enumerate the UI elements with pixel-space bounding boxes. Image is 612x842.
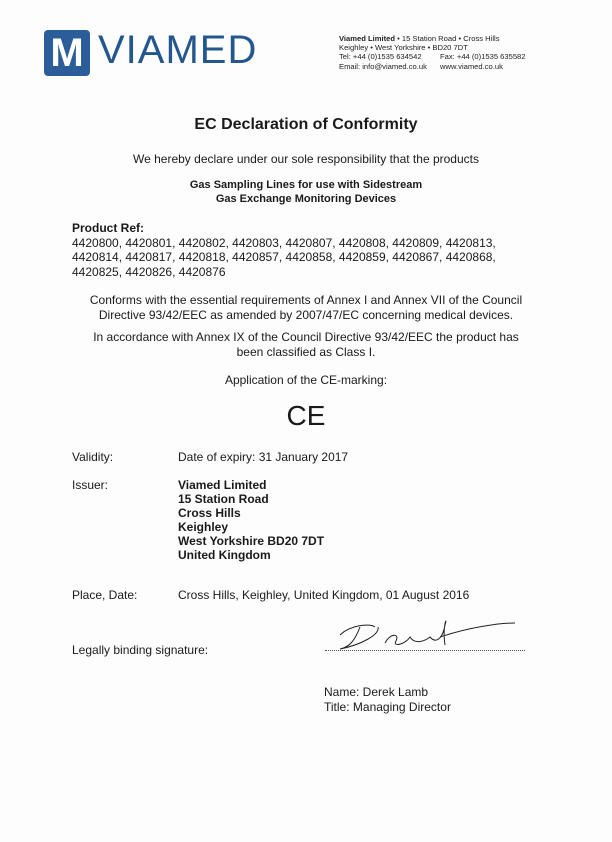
- issuer-line: Viamed Limited: [178, 478, 267, 492]
- product-name: [0, 178, 612, 206]
- viamed-logo-mark: M: [44, 30, 90, 76]
- classification-line1: In accordance with Annex IX of the Council Directive 93/42/EEC the product has: [93, 330, 519, 344]
- product-line1: Gas Sampling Lines for use with Sidestream: [189, 179, 423, 191]
- intro-text: We hereby declare under our sole responsibility that the products: [133, 152, 479, 166]
- issuer-line: United Kingdom: [178, 548, 271, 562]
- conformity-text: [0, 293, 612, 323]
- ce-mark-icon: CE: [286, 400, 326, 431]
- validity-label: Validity:: [72, 450, 114, 464]
- product-ref-line: 4420825, 4420826, 4420876: [72, 264, 226, 279]
- place-date-value: Cross Hills, Keighley, United Kingdom, 01 August 2016: [178, 588, 470, 602]
- handwritten-signature: [330, 615, 520, 655]
- company-name: Viamed Limited: [339, 34, 395, 43]
- address-line2: Keighley • West Yorkshire • BD20 7DT: [339, 43, 468, 53]
- issuer-line: 15 Station Road: [178, 492, 269, 506]
- issuer-address: [178, 478, 324, 562]
- page-title: EC Declaration of Conformity: [194, 116, 418, 133]
- issuer-line: Keighley: [178, 520, 229, 534]
- product-ref-label: Product Ref:: [72, 221, 144, 235]
- product-ref-list: [72, 221, 522, 279]
- ce-marking-text: Application of the CE-marking:: [224, 373, 388, 387]
- company-contact: [339, 34, 526, 71]
- place-date-label: Place, Date:: [72, 588, 138, 602]
- address-line1: • 15 Station Road • Cross Hills: [395, 34, 500, 43]
- issuer-label: Issuer:: [72, 478, 109, 492]
- product-ref-line: 4420800, 4420801, 4420802, 4420803, 4420807, 4420808, 4420809, 4420813,: [72, 235, 496, 250]
- conformity-line1: Conforms with the essential requirements of Annex I and Annex VII of the Council: [89, 293, 523, 307]
- classification-line2: been classified as Class I.: [236, 345, 376, 359]
- website: www.viamed.co.uk: [440, 61, 503, 71]
- validity-value: Date of expiry: 31 January 2017: [178, 450, 349, 464]
- issuer-line: West Yorkshire BD20 7DT: [178, 534, 325, 548]
- fax: Fax: +44 (0)1535 635582: [440, 52, 526, 62]
- viamed-logo-text: VIAMED: [98, 28, 258, 72]
- email: Email: info@viamed.co.uk: [339, 61, 427, 71]
- signatory-name: Name: Derek Lamb: [324, 685, 429, 699]
- product-ref-line: 4420814, 4420817, 4420818, 4420857, 4420858, 4420859, 4420867, 4420868,: [72, 250, 496, 264]
- signatory-title: Title: Managing Director: [324, 700, 451, 714]
- conformity-line2: Directive 93/42/EEC as amended by 2007/47/EC concerning medical devices.: [98, 308, 514, 322]
- product-line2: Gas Exchange Monitoring Devices: [215, 193, 397, 205]
- signature-label: Legally binding signature:: [72, 643, 209, 657]
- classification-text: [0, 330, 612, 360]
- signatory: [324, 685, 451, 715]
- telephone: Tel: +44 (0)1535 634542: [339, 52, 422, 62]
- issuer-line: Cross Hills: [178, 506, 241, 520]
